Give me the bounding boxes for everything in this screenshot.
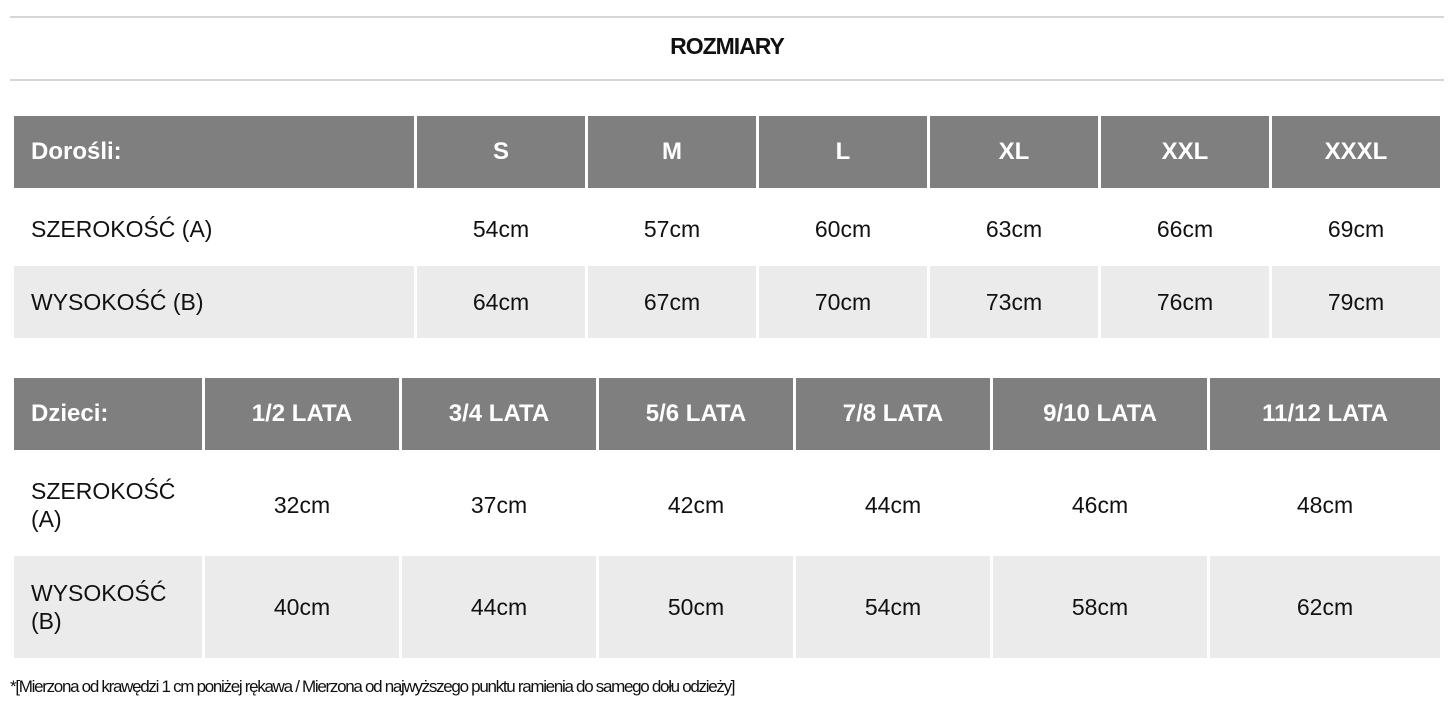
table-cell: 37cm [470, 491, 528, 518]
age-header-9-10: 9/10 LATA [993, 378, 1207, 454]
table-cell: 63cm [985, 215, 1043, 242]
table-cell: 54cm [472, 215, 530, 242]
table-cell: 44cm [402, 556, 596, 658]
table-cell: 66cm [1156, 215, 1214, 242]
table-cell: 69cm [1327, 215, 1385, 242]
adults-header-label: Dorośli: [14, 116, 414, 192]
table-row [14, 266, 1440, 338]
table-cell: 48cm [1296, 491, 1354, 518]
size-header-s: S [417, 116, 585, 192]
age-header-1-2: 1/2 LATA [205, 378, 399, 454]
size-header-xxl: XXL [1101, 116, 1269, 192]
title-divider [10, 79, 1444, 81]
kids-header-row [14, 378, 1440, 454]
table-cell: 70cm [759, 266, 927, 338]
table-row [14, 192, 1440, 266]
table-cell: 67cm [588, 266, 756, 338]
table-cell: 62cm [1210, 556, 1440, 658]
adults-size-table [11, 116, 1443, 338]
top-divider [10, 16, 1444, 18]
table-cell: 54cm [796, 556, 990, 658]
table-cell: 42cm [667, 491, 725, 518]
size-header-xl: XL [930, 116, 1098, 192]
measurement-footnote: *[Mierzona od krawędzi 1 cm poniżej rękawa / Mierzona od najwyższego punktu ramienia do samego dołu odzieży] [10, 677, 735, 696]
table-cell: 76cm [1101, 266, 1269, 338]
table-cell: 50cm [599, 556, 793, 658]
table-cell: 73cm [930, 266, 1098, 338]
row-label: WYSOKOŚĆ (B) [14, 266, 414, 338]
row-label: WYSOKOŚĆ (B) [14, 556, 202, 658]
table-cell: 32cm [273, 491, 331, 518]
table-cell: 46cm [1071, 491, 1129, 518]
table-cell: 58cm [993, 556, 1207, 658]
table-cell: 44cm [864, 491, 922, 518]
size-header-xxxl: XXXL [1272, 116, 1440, 192]
age-header-11-12: 11/12 LATA [1210, 378, 1440, 454]
row-label: SZEROKOŚĆ (A) [31, 215, 213, 242]
age-header-3-4: 3/4 LATA [402, 378, 596, 454]
size-header-l: L [759, 116, 927, 192]
table-cell: 64cm [417, 266, 585, 338]
kids-header-label: Dzieci: [14, 378, 202, 454]
age-header-5-6: 5/6 LATA [599, 378, 793, 454]
table-row [14, 556, 1440, 658]
row-label: SZEROKOŚĆ (A) [31, 478, 176, 532]
table-cell: 79cm [1272, 266, 1440, 338]
table-cell: 40cm [205, 556, 399, 658]
table-row [14, 454, 1440, 556]
page-title: ROZMIARY [670, 33, 784, 59]
adults-header-row [14, 116, 1440, 192]
table-cell: 60cm [814, 215, 872, 242]
kids-size-table [11, 378, 1443, 658]
table-cell: 57cm [643, 215, 701, 242]
age-header-7-8: 7/8 LATA [796, 378, 990, 454]
size-header-m: M [588, 116, 756, 192]
